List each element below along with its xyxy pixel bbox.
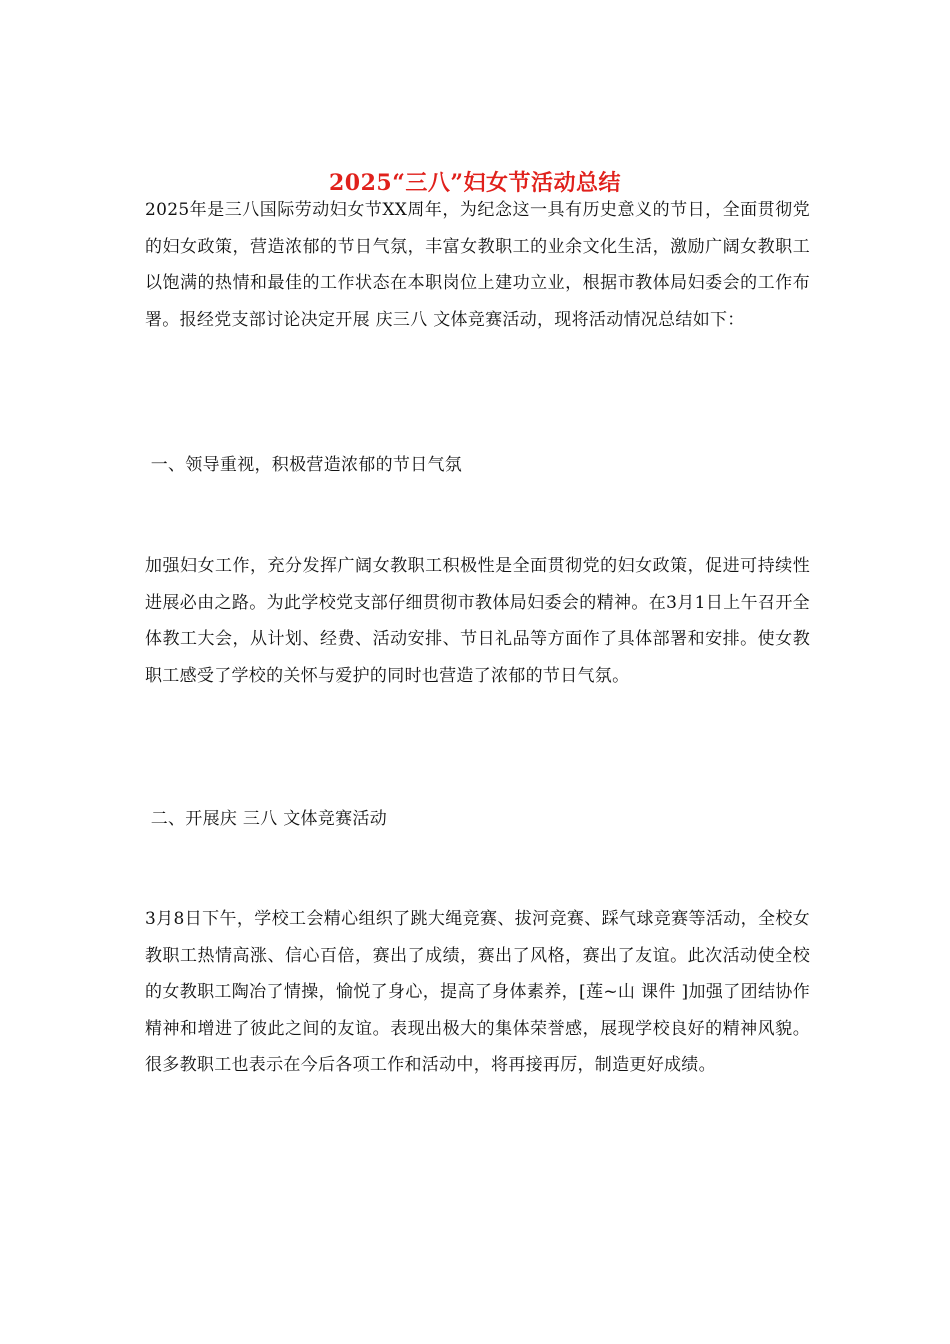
document-title: 2025“三八”妇女节活动总结 [328, 169, 622, 196]
section-body-1: 加强妇女工作，充分发挥广阔女教职工积极性是全面贯彻党的妇女政策，促进可持续性进展必由之路。为此学校党支部仔细贯彻市教体局妇委会的精神。在3月1日上午召开全体教工大会，从计划、经费、活动安排、节日礼品等方面作了具体部署和安排。使女教职工感受了学校的关怀与爱护的同时也营造了浓郁的节日气氛。 [145, 556, 810, 686]
section-heading-1: 一、领导重视，积极营造浓郁的节日气氛 [145, 455, 463, 475]
intro-paragraph: 2025年是三八国际劳动妇女节XX周年，为纪念这一具有历史意义的节日，全面贯彻党的妇女政策，营造浓郁的节日气氛，丰富女教职工的业余文化生活，激励广阔女教职工以饱满的热情和最佳的工作状态在本职岗位上建功立业，根据市教体局妇委会的工作布署。报经党支部讨论决定开展 庆三八 文体竞赛活动，现将活动情况总结如下： [145, 200, 810, 330]
section-heading-2: 二、开展庆 三八 文体竞赛活动 [145, 809, 388, 829]
section-body-2: 3月8日下午，学校工会精心组织了跳大绳竞赛、拔河竞赛、踩气球竞赛等活动，全校女教职工热情高涨、信心百倍，赛出了成绩，赛出了风格，赛出了友谊。此次活动使全校的女教职工陶冶了情操，愉悦了身心，提高了身体素养，[莲~山 课件 ]加强了团结协作精神和增进了彼此之间的友谊。表现出极大的集体荣誉感，展现学校良好的精神风貌。很多教职工也表示在今后各项工作和活动中，将再接再厉，制造更好成绩。 [145, 909, 810, 1075]
